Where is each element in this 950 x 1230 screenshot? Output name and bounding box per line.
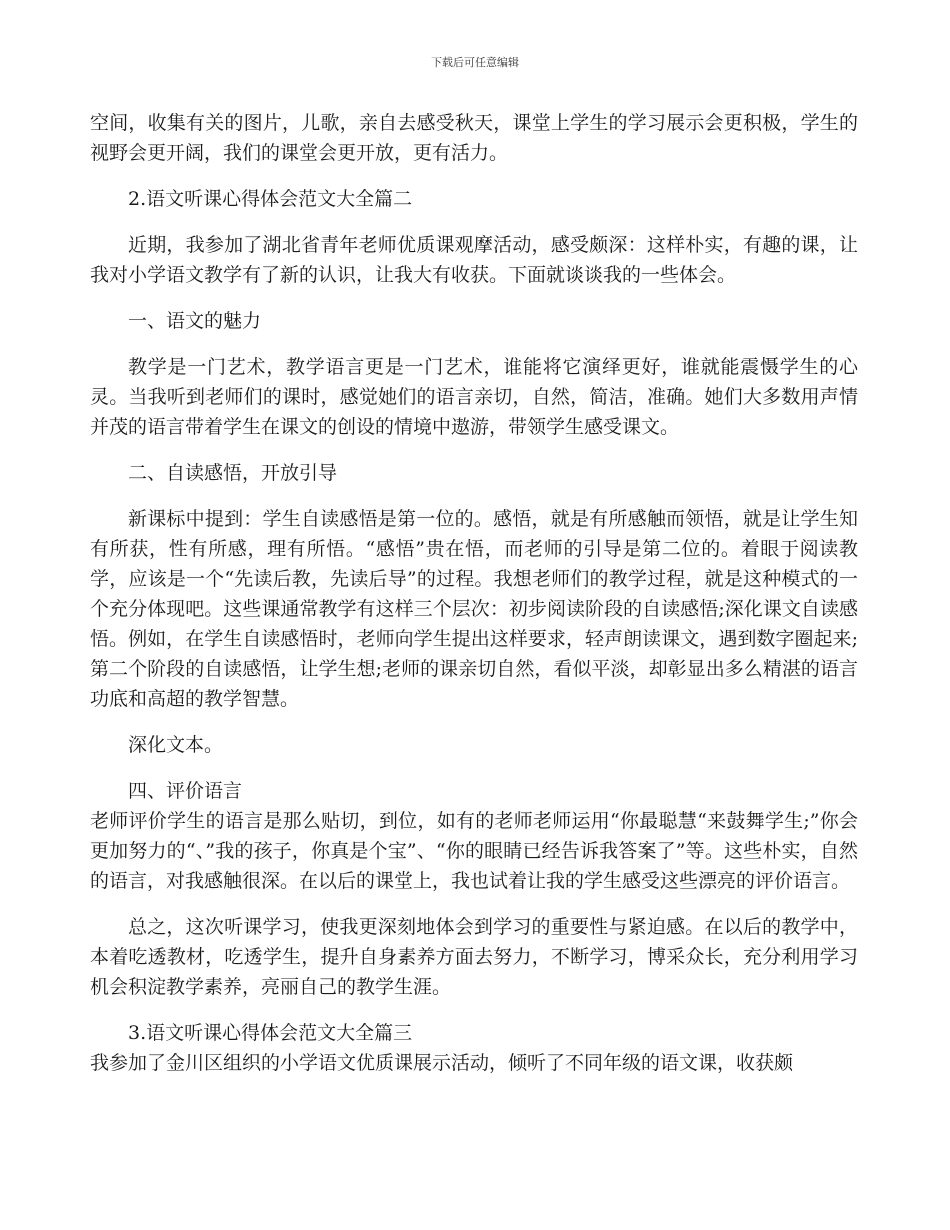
subsection-heading: 一、语文的魅力 (128, 310, 262, 332)
section-heading: 3.语文听课心得体会范文大全篇三 (128, 1022, 413, 1044)
section-heading: 2.语文听课心得体会范文大全篇二 (128, 188, 413, 210)
paragraph: 教学是一门艺术，教学语言更是一门艺术，谁能将它演绎更好，谁就能震慑学生的心灵。当我听到老师们的课时，感觉她们的语言亲切，自然，简洁，准确。她们大多数用声情并茂的语言带着学生在课文的创设的情境中遨游，带领学生感受课文。 (90, 356, 858, 438)
paragraph: 近期，我参加了湖北省青年老师优质课观摩活动，感受颇深：这样朴实，有趣的课，让我对小学语文教学有了新的认识，让我大有收获。下面就谈谈我的一些体会。 (90, 234, 858, 286)
subsection-heading: 二、自读感悟，开放引导 (128, 462, 338, 484)
paragraph: 空间，收集有关的图片，儿歌，亲自去感受秋天，课堂上学生的学习展示会更积极，学生的视野会更开阔，我们的课堂会更开放，更有活力。 (90, 112, 858, 164)
paragraph: 深化文本。 (128, 734, 224, 756)
document-body (90, 108, 858, 1078)
paragraph: 总之，这次听课学习，使我更深刻地体会到学习的重要性与紧迫感。在以后的教学中，本着吃透教材，吃透学生，提升自身素养方面去努力，不断学习，博采众长，充分利用学习机会积淀教学素养，亮丽自己的教学生涯。 (90, 916, 858, 998)
paragraph: 老师评价学生的语言是那么贴切，到位，如有的老师老师运用“你最聪慧“来鼓舞学生;”你会更加努力的“、”我的孩子，你真是个宝”、“你的眼睛已经告诉我答案了”等。这些朴实，自然的语言，对我感触很深。在以后的课堂上，我也试着让我的学生感受这些漂亮的评价语言。 (90, 810, 858, 892)
paragraph: 新课标中提到：学生自读感悟是第一位的。感悟，就是有所感触而领悟，就是让学生知有所获，性有所感，理有所悟。“感悟”贵在悟，而老师的引导是第二位的。着眼于阅读教学，应该是一个“先读后教，先读后导”的过程。我想老师们的教学过程，就是这种模式的一个充分体现吧。这些课通常教学有这样三个层次：初步阅读阶段的自读感悟;深化课文自读感悟。例如，在学生自读感悟时，老师向学生提出这样要求，轻声朗读课文，遇到数字圈起来;第二个阶段的自读感悟，让学生想;老师的课亲切自然，看似平淡，却彰显出多么精湛的语言功底和高超的教学智慧。 (90, 508, 858, 710)
paragraph: 我参加了金川区组织的小学语文优质课展示活动，倾听了不同年级的语文课，收获颇 (90, 1052, 794, 1074)
subsection-heading: 四、评价语言 (128, 780, 243, 802)
page-header-note: 下载后可任意编辑 (431, 56, 519, 69)
